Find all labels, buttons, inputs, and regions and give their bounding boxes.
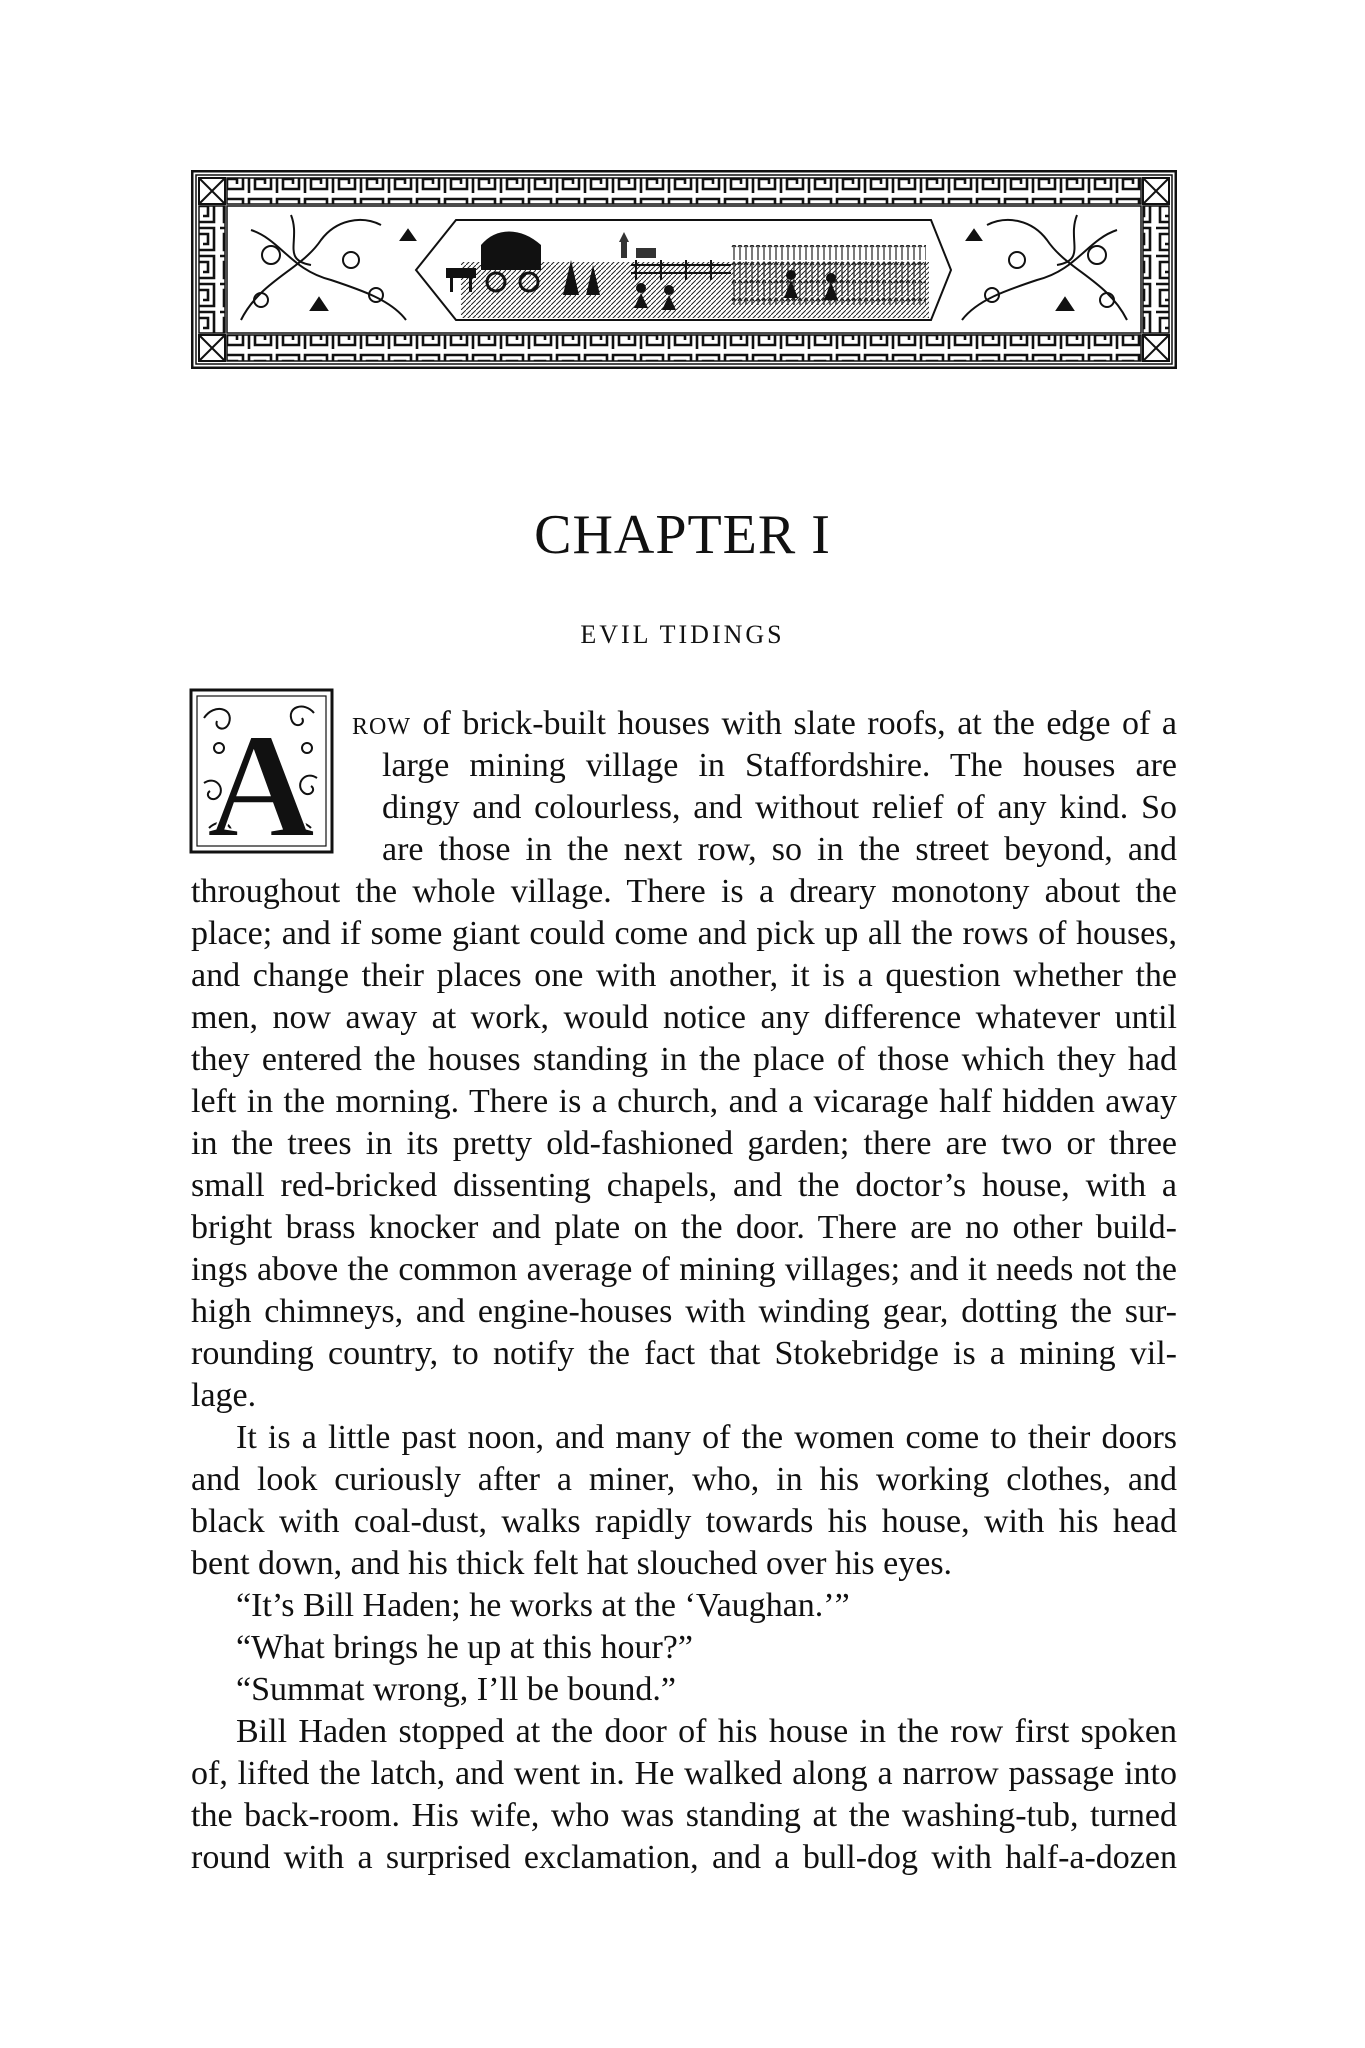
text-line: black with coal-dust, walks rapidly towards his house, with his head bbox=[191, 1503, 1177, 1540]
text-line: rounding country, to notify the fact that Stokebridge is a mining vil- bbox=[191, 1335, 1177, 1372]
text-line: the back-room. His wife, who was standing at the washing-tub, turned bbox=[191, 1797, 1177, 1834]
text-line: row of brick-built houses with slate roofs, at the edge of a bbox=[352, 705, 1177, 742]
dialogue-line: “It’s Bill Haden; he works at the ‘Vaughan.’” bbox=[236, 1587, 850, 1624]
text-line: throughout the whole village. There is a dreary monotony about the bbox=[191, 873, 1177, 910]
drop-cap-letter: A bbox=[206, 703, 316, 854]
text-line: place; and if some giant could come and pick up all the rows of houses, bbox=[191, 915, 1177, 952]
text-line: of, lifted the latch, and went in. He walked along a narrow passage into bbox=[191, 1755, 1177, 1792]
lead-smallcaps: row bbox=[352, 705, 411, 742]
dialogue-line: “What brings he up at this hour?” bbox=[236, 1629, 693, 1666]
text-line: bent down, and his thick felt hat slouched over his eyes. bbox=[191, 1545, 953, 1582]
text-line: high chimneys, and engine-houses with winding gear, dotting the sur- bbox=[191, 1293, 1177, 1330]
ornamental-dropcap bbox=[189, 688, 334, 854]
text-line: in the trees in its pretty old-fashioned garden; there are two or three bbox=[191, 1125, 1177, 1162]
text-line: Bill Haden stopped at the door of his house in the row first spoken bbox=[236, 1713, 1177, 1750]
text-line: they entered the houses standing in the place of those which they had bbox=[191, 1041, 1177, 1078]
text-line: are those in the next row, so in the street beyond, and bbox=[382, 831, 1177, 868]
text-line: It is a little past noon, and many of the women come to their doors bbox=[236, 1419, 1177, 1456]
text-line: dingy and colourless, and without relief of any kind. So bbox=[382, 789, 1177, 826]
text-line: round with a surprised exclamation, and a bull-dog with half-a-dozen bbox=[191, 1839, 1177, 1876]
text-line: and look curiously after a miner, who, in his working clothes, and bbox=[191, 1461, 1177, 1498]
text-line: and change their places one with another, it is a question whether the bbox=[191, 957, 1177, 994]
text-line: large mining village in Staffordshire. The houses are bbox=[382, 747, 1177, 784]
text-line: ings above the common average of mining villages; and it needs not the bbox=[191, 1251, 1177, 1288]
chapter-subtitle: EVIL TIDINGS bbox=[580, 620, 785, 649]
text-line: lage. bbox=[191, 1377, 257, 1414]
text-line: left in the morning. There is a church, and a vicarage half hidden away bbox=[191, 1083, 1177, 1120]
dialogue-line: “Summat wrong, I’ll be bound.” bbox=[236, 1671, 677, 1708]
ornamental-headpiece bbox=[191, 170, 1177, 369]
text-line: small red-bricked dissenting chapels, and the doctor’s house, with a bbox=[191, 1167, 1177, 1204]
text-line: bright brass knocker and plate on the door. There are no other build- bbox=[191, 1209, 1177, 1246]
chapter-title: CHAPTER I bbox=[534, 504, 831, 566]
text-line: men, now away at work, would notice any difference whatever until bbox=[191, 999, 1177, 1036]
